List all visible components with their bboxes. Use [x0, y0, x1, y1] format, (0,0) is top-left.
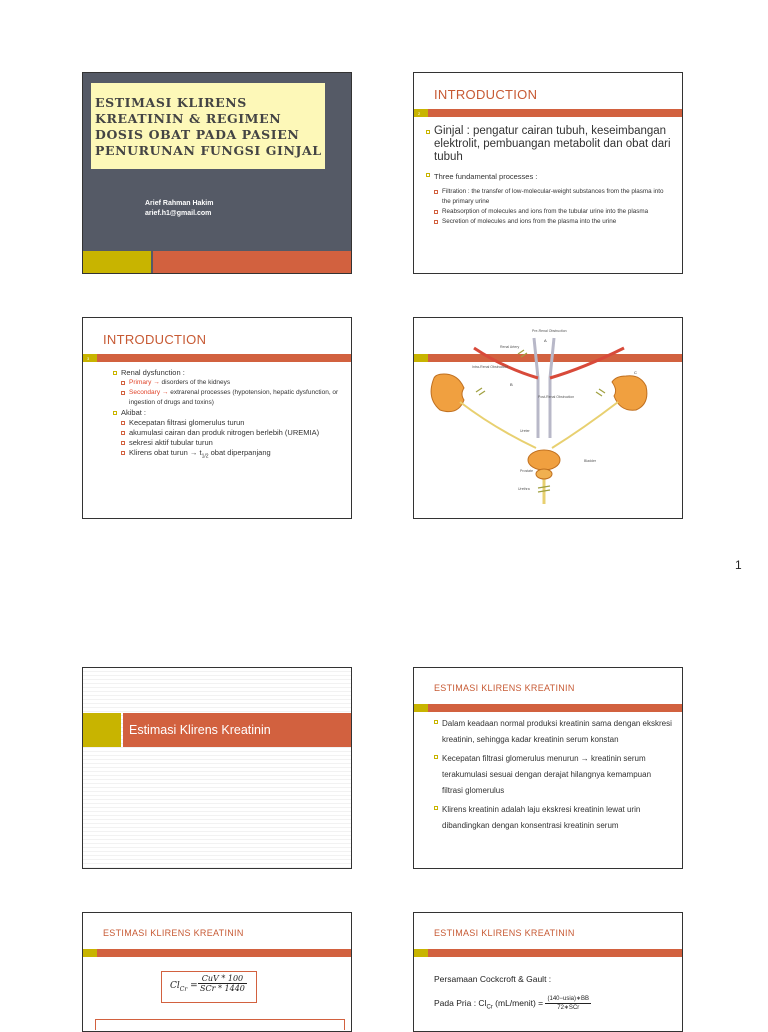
slide-content: [113, 368, 343, 462]
slide-kidney-diagram: [413, 317, 683, 519]
bullet-renal-dysfunction: Renal dysfunction :: [113, 368, 343, 378]
divider-bar: [414, 109, 682, 117]
formula-numerator: CuV * 100: [198, 974, 247, 984]
slide-title: ESTIMASI KLIRENS KREATININ: [103, 928, 244, 938]
obstruction-mark: [518, 350, 527, 357]
primary-label: Primary: [129, 379, 152, 386]
footer-bar: [83, 251, 351, 273]
arrow-icon: →: [189, 448, 198, 457]
slide-title: ESTIMASI KLIRENS KREATININ: [434, 683, 575, 693]
cockcroft-male-formula: [434, 991, 591, 1020]
sub-bullet-secondary: [121, 388, 343, 408]
slide-title: ESTIMASI KLIRENS KREATININ: [434, 928, 575, 938]
cg-denominator: 72∗SCr: [557, 1005, 580, 1012]
outline-box: [95, 1019, 345, 1030]
bullet-ginjal: Ginjal : pengatur cairan tubuh, keseimbangan elektrolit, pembuangan metabolit dan obat dari tubuh: [426, 125, 674, 164]
vena-vessel: [550, 338, 554, 438]
akibat-item: sekresi aktif tubular turun: [121, 438, 343, 448]
cockcroft-title: Persamaan Cockcroft & Gault :: [434, 974, 552, 984]
label-renal-artery: Renal Artery: [500, 345, 520, 349]
slide-introduction-2: [82, 317, 352, 519]
primary-text: disorders of the kidneys: [161, 379, 231, 386]
sub-bullet-reabsorption: Reabsorption of molecules and ions from the tubular urine into the plasma: [434, 207, 674, 217]
divider-bar: [83, 354, 351, 362]
label-c: C: [634, 370, 637, 375]
sub-bullet-secretion: Secretion of molecules and ions from the plasma into the urine: [434, 217, 674, 227]
formula-sub: Cr: [486, 1004, 493, 1011]
arrow-icon: →: [153, 379, 160, 386]
divider-bar: [83, 949, 351, 957]
obstruction-mark: [596, 389, 605, 396]
slide-content: [434, 716, 672, 837]
last-t: t: [199, 448, 202, 457]
ureter-left: [460, 402, 536, 448]
kidney-diagram: [414, 318, 683, 519]
presentation-title: ESTIMASI KLIRENS KREATININ & REGIMEN DOSIS OBAT PADA PASIEN PENURUNAN FUNGSI GINJAL: [95, 95, 322, 158]
cg-fraction: [545, 995, 591, 1012]
author-email: arief.h1@gmail.com: [145, 210, 212, 217]
slide-content: [434, 967, 591, 1020]
divider-bar: [414, 949, 682, 957]
akibat-item: [121, 448, 343, 462]
clearance-formula: $Cl_{Cr}$ = CuV * 100 SCr * 1440: [161, 971, 257, 1003]
label-post-renal: Post-Renal Obstruction: [538, 395, 575, 399]
bullet-item: Dalam keadaan normal produksi kreatinin sama dengan ekskresi kreatinin, sehingga kadar kreatinin serum konstan: [434, 716, 672, 748]
akibat-item: akumulasi cairan dan produk nitrogen berlebih (UREMIA): [121, 428, 343, 438]
bullet-processes: Three fundamental processes :: [426, 170, 674, 183]
label-prostate: Prostate: [520, 469, 534, 473]
label-ureter: Ureter: [520, 429, 530, 433]
aorta-vessel: [534, 338, 538, 438]
formula-prefix: Pada Pria : Cl: [434, 998, 487, 1008]
formula-denominator: SCr * 1440: [200, 984, 245, 993]
last-b: obat diperpanjang: [210, 448, 271, 457]
slide-estimasi-1: [413, 667, 683, 869]
bullet-item: Klirens kreatinin adalah laju ekskresi kreatinin lewat urin dibandingkan dengan konsentrasi kreatinin serum: [434, 802, 672, 834]
slide-number: 3: [87, 356, 90, 361]
renal-artery-left: [474, 348, 538, 378]
secondary-text: extrarenal processes (hypotension, hepatic dysfunction, or ingestion of drugs and toxins): [129, 389, 339, 406]
slide-number: 2: [418, 111, 421, 116]
label-intra-renal: Intra-Renal Obstruction: [472, 365, 509, 369]
bladder-shape: [528, 450, 560, 470]
slide-estimasi-3: [413, 912, 683, 1032]
author-name: Arief Rahman Hakim: [145, 200, 214, 207]
ureter-right: [552, 402, 618, 448]
label-pre-renal: Pre-Renal Obstruction: [532, 329, 567, 333]
section-title: Estimasi Klirens Kreatinin: [129, 723, 271, 737]
divider-bar: [414, 704, 682, 712]
secondary-label: Secondary: [129, 389, 161, 396]
slide-section-title: [82, 667, 352, 869]
slide-estimasi-2: [82, 912, 352, 1032]
formula-fraction: [198, 974, 247, 993]
label-b: B: [510, 382, 513, 387]
renal-artery-right: [550, 348, 624, 378]
label-a: A: [544, 338, 547, 343]
label-bladder: Bladder: [584, 459, 597, 463]
section-accent-yellow: [83, 713, 121, 747]
slide-title: INTRODUCTION: [434, 87, 538, 102]
prostate-shape: [536, 469, 552, 479]
slide-title: INTRODUCTION: [103, 332, 207, 347]
sub-bullet-primary: [121, 378, 343, 388]
slide-title: [82, 72, 352, 274]
bullet-item: Kecepatan filtrasi glomerulus menurun → kreatinin serum terakumulasi sesuai dengan derajat hilangnya kemampuan filtrasi glomerulus: [434, 751, 672, 799]
obstruction-mark: [476, 388, 485, 395]
kidney-left: [431, 374, 464, 412]
bullet-akibat: Akibat :: [113, 408, 343, 418]
kidney-right: [612, 376, 647, 411]
last-a: Klirens obat turun: [129, 448, 188, 457]
last-sub: 1/2: [201, 453, 209, 460]
label-urethra: Urethra: [518, 487, 530, 491]
cg-numerator: (140−usia)∗BB: [547, 996, 590, 1003]
sub-bullet-filtration: Filtration : the transfer of low-molecular-weight substances from the plasma into the primary urine: [434, 187, 674, 207]
akibat-item: Kecepatan filtrasi glomerulus turun: [121, 418, 343, 428]
page-number: 1: [735, 558, 742, 572]
formula-unit: (mL/menit) =: [492, 998, 544, 1008]
author-block: [145, 199, 213, 219]
slide-introduction-1: [413, 72, 683, 274]
slide-content: [426, 125, 674, 227]
arrow-icon: →: [161, 389, 169, 396]
formula-lhs: Cl: [170, 981, 180, 991]
title-box: [91, 83, 325, 169]
formula-lhs-sub: Cr: [179, 985, 188, 993]
